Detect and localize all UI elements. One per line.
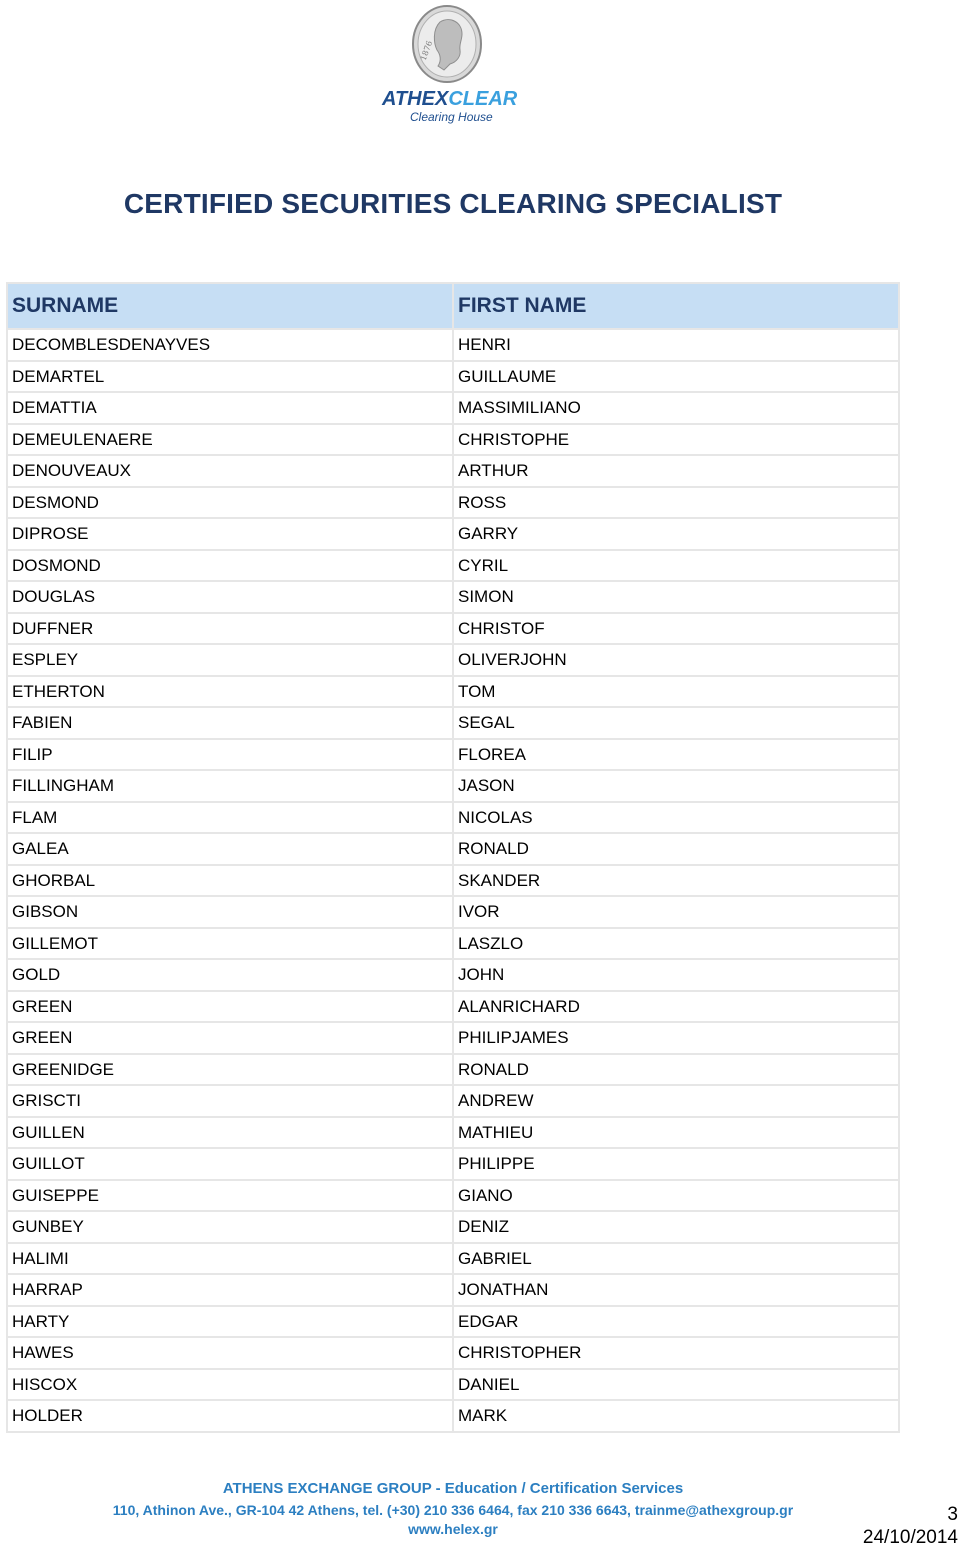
first-name-cell: ALANRICHARD <box>454 992 898 1022</box>
table-body <box>8 330 898 1431</box>
table-row <box>8 866 898 896</box>
table-row <box>8 740 898 770</box>
surname-cell: GUILLEN <box>8 1118 452 1148</box>
first-name-cell: RONALD <box>454 1055 898 1085</box>
surname-cell: DOUGLAS <box>8 582 452 612</box>
coin-head-icon <box>410 4 484 84</box>
first-name-cell: CYRIL <box>454 551 898 581</box>
footer <box>0 1478 906 1538</box>
table-row <box>8 834 898 864</box>
surname-cell: GOLD <box>8 960 452 990</box>
first-name-cell: TOM <box>454 677 898 707</box>
table-row <box>8 897 898 927</box>
surname-cell: GALEA <box>8 834 452 864</box>
surname-cell: HARRAP <box>8 1275 452 1305</box>
surname-cell: HISCOX <box>8 1370 452 1400</box>
surname-cell: GUNBEY <box>8 1212 452 1242</box>
column-header-first-name: FIRST NAME <box>454 284 898 328</box>
table-row <box>8 960 898 990</box>
table-row <box>8 1275 898 1305</box>
surname-cell: HALIMI <box>8 1244 452 1274</box>
first-name-cell: EDGAR <box>454 1307 898 1337</box>
surname-cell: FLAM <box>8 803 452 833</box>
table-row <box>8 1149 898 1179</box>
footer-website: www.helex.gr <box>408 1521 498 1537</box>
page-number: 3 <box>947 1504 958 1525</box>
footer-org-line: ATHENS EXCHANGE GROUP - Education / Certification Services <box>222 1480 684 1497</box>
surname-cell: ETHERTON <box>8 677 452 707</box>
footer-address-line: 110, Athinon Ave., GR-104 42 Athens, tel. (+30) 210 336 6464, fax 210 336 6643, trainme@athexgroup.gr <box>112 1502 794 1518</box>
athexclear-logo <box>380 4 530 124</box>
brand-name <box>382 88 517 111</box>
table-row <box>8 1244 898 1274</box>
table-row <box>8 708 898 738</box>
table-row <box>8 582 898 612</box>
surname-cell: DESMOND <box>8 488 452 518</box>
table-row <box>8 771 898 801</box>
brand-subtitle: Clearing House <box>410 110 493 124</box>
specialists-table <box>6 282 900 1433</box>
first-name-cell: JONATHAN <box>454 1275 898 1305</box>
surname-cell: GRISCTI <box>8 1086 452 1116</box>
table-row <box>8 1401 898 1431</box>
surname-cell: DEMEULENAERE <box>8 425 452 455</box>
surname-cell: FILIP <box>8 740 452 770</box>
first-name-cell: CHRISTOPHE <box>454 425 898 455</box>
table-row <box>8 1307 898 1337</box>
page-title: CERTIFIED SECURITIES CLEARING SPECIALIST <box>123 188 783 219</box>
first-name-cell: GABRIEL <box>454 1244 898 1274</box>
first-name-cell: DENIZ <box>454 1212 898 1242</box>
table-row <box>8 330 898 360</box>
table-row <box>8 1086 898 1116</box>
first-name-cell: DANIEL <box>454 1370 898 1400</box>
table-row <box>8 614 898 644</box>
first-name-cell: FLOREA <box>454 740 898 770</box>
surname-cell: DENOUVEAUX <box>8 456 452 486</box>
surname-cell: GILLEMOT <box>8 929 452 959</box>
coin-year: 1876 <box>418 39 435 62</box>
brand-name-part2: CLEAR <box>448 88 518 110</box>
table-row <box>8 677 898 707</box>
surname-cell: GUISEPPE <box>8 1181 452 1211</box>
surname-cell: GHORBAL <box>8 866 452 896</box>
surname-cell: GREENIDGE <box>8 1055 452 1085</box>
first-name-cell: IVOR <box>454 897 898 927</box>
surname-cell: DEMATTIA <box>8 393 452 423</box>
table-row <box>8 1370 898 1400</box>
table-row <box>8 1338 898 1368</box>
surname-cell: HAWES <box>8 1338 452 1368</box>
first-name-cell: ARTHUR <box>454 456 898 486</box>
surname-cell: GUILLOT <box>8 1149 452 1179</box>
surname-cell: DECOMBLESDENAYVES <box>8 330 452 360</box>
table-row <box>8 551 898 581</box>
table-row <box>8 393 898 423</box>
first-name-cell: SIMON <box>454 582 898 612</box>
first-name-cell: MATHIEU <box>454 1118 898 1148</box>
first-name-cell: SKANDER <box>454 866 898 896</box>
first-name-cell: OLIVERJOHN <box>454 645 898 675</box>
table-row <box>8 425 898 455</box>
table-row <box>8 488 898 518</box>
surname-cell: GIBSON <box>8 897 452 927</box>
table-row <box>8 645 898 675</box>
first-name-cell: GUILLAUME <box>454 362 898 392</box>
table-row <box>8 803 898 833</box>
surname-cell: DIPROSE <box>8 519 452 549</box>
surname-cell: HOLDER <box>8 1401 452 1431</box>
table-row <box>8 992 898 1022</box>
surname-cell: HARTY <box>8 1307 452 1337</box>
table-row <box>8 929 898 959</box>
first-name-cell: CHRISTOPHER <box>454 1338 898 1368</box>
surname-cell: ESPLEY <box>8 645 452 675</box>
brand-name-part1: ATHEX <box>382 88 449 110</box>
first-name-cell: HENRI <box>454 330 898 360</box>
first-name-cell: LASZLO <box>454 929 898 959</box>
first-name-cell: RONALD <box>454 834 898 864</box>
table-row <box>8 1055 898 1085</box>
first-name-cell: MARK <box>454 1401 898 1431</box>
column-header-surname: SURNAME <box>8 284 452 328</box>
first-name-cell: MASSIMILIANO <box>454 393 898 423</box>
document-date: 24/10/2014 <box>862 1527 958 1548</box>
first-name-cell: JOHN <box>454 960 898 990</box>
surname-cell: DEMARTEL <box>8 362 452 392</box>
surname-cell: FILLINGHAM <box>8 771 452 801</box>
surname-cell: DUFFNER <box>8 614 452 644</box>
surname-cell: GREEN <box>8 1023 452 1053</box>
first-name-cell: CHRISTOF <box>454 614 898 644</box>
first-name-cell: ANDREW <box>454 1086 898 1116</box>
first-name-cell: JASON <box>454 771 898 801</box>
table-row <box>8 1023 898 1053</box>
first-name-cell: PHILIPPE <box>454 1149 898 1179</box>
table-row <box>8 1212 898 1242</box>
first-name-cell: GIANO <box>454 1181 898 1211</box>
first-name-cell: GARRY <box>454 519 898 549</box>
first-name-cell: SEGAL <box>454 708 898 738</box>
table-row <box>8 1181 898 1211</box>
table-row <box>8 1118 898 1148</box>
surname-cell: GREEN <box>8 992 452 1022</box>
table-row <box>8 362 898 392</box>
first-name-cell: PHILIPJAMES <box>454 1023 898 1053</box>
first-name-cell: NICOLAS <box>454 803 898 833</box>
surname-cell: DOSMOND <box>8 551 452 581</box>
surname-cell: FABIEN <box>8 708 452 738</box>
first-name-cell: ROSS <box>454 488 898 518</box>
table-row <box>8 456 898 486</box>
table-row <box>8 519 898 549</box>
table-header-row <box>8 284 898 328</box>
